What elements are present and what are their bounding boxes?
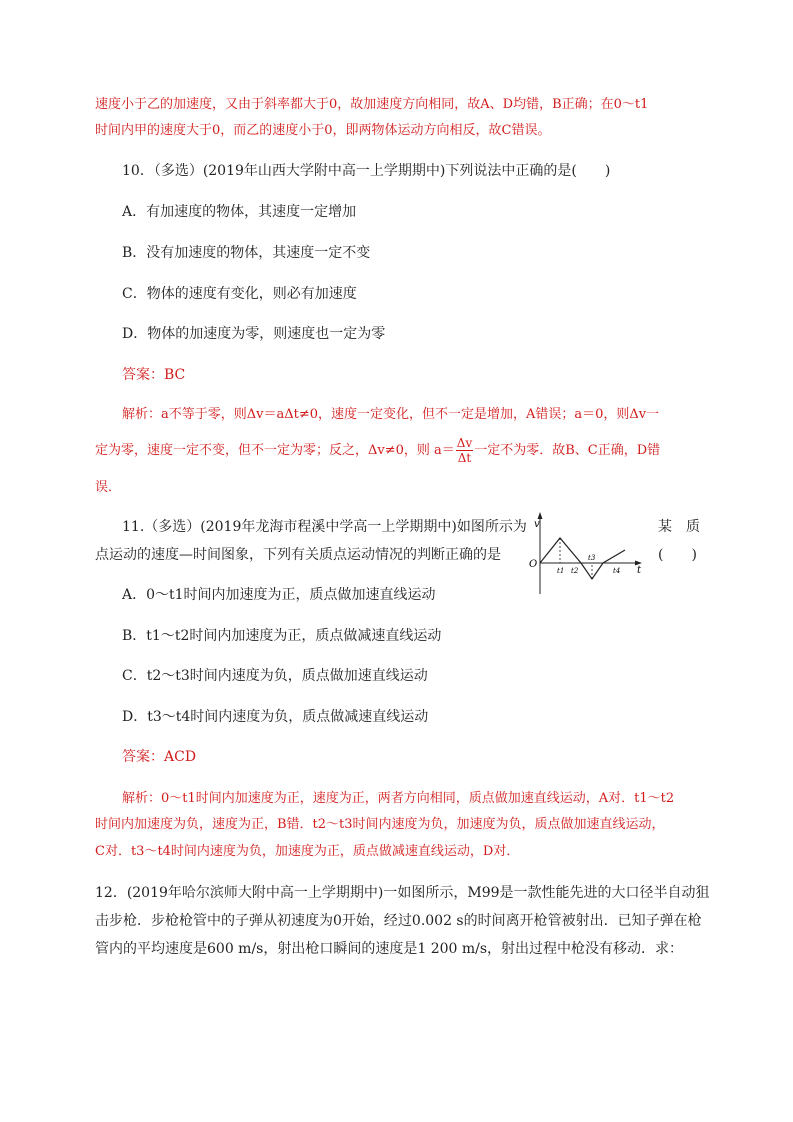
t3-label: t3 [588,554,596,562]
q11-stem-line-2: 点运动的速度—时间图象，下列有关质点运动情况的判断正确的是 [95,547,501,563]
origin-label: O [529,559,538,570]
delta-fraction [456,436,473,465]
t-label: t [637,565,642,576]
q11-answer: 答案：ACD [122,749,197,765]
q11-option-a: A．0～t1时间内加速度为正，质点做加速直线运动 [122,587,436,603]
q11-stem-line-2-right: ( ) [658,547,697,563]
q10-stem: 10．（多选）(2019年山西大学附中高一上学期期中)下列说法中正确的是( ) [122,163,611,179]
t2-label: t2 [571,567,579,575]
v-label: v [534,519,540,530]
q10-answer: 答案：BC [122,367,186,383]
q10-option-b: B．没有加速度的物体，其速度一定不变 [122,245,371,261]
q10-option-a: A．有加速度的物体，其速度一定增加 [122,204,357,220]
q10-explanation-line-3: 误． [95,480,122,495]
q10-explanation-line-2 [95,436,660,466]
q11-explanation-line-3: C对．t3～t4时间内速度为负，加速度为正，质点做减速直线运动，D对． [95,844,520,859]
q11-stem-line-1-right: 某 质 [658,519,700,535]
q10-explanation-text-a: 定为零，速度一定不变，但不一定为零；反之，Δv≠0，则 a＝ [95,443,455,458]
q10-explanation-text-b: 一定不为零．故B、C正确，D错 [474,443,661,458]
fraction-denominator: Δt [457,451,472,465]
q10-option-c: C．物体的速度有变化，则必有加速度 [122,286,357,302]
t4-label: t4 [613,567,621,575]
q12-line-2: 击步枪．步枪枪管中的子弹从初速度为0开始，经过0.002 s的时间离开枪管被射出．已知子弹在枪 [95,913,702,929]
q12-line-3: 管内的平均速度是600 m/s，射出枪口瞬间的速度是1 200 m/s，射出过程中枪没有移动．求： [95,941,684,957]
q12-line-1: 12．(2019年哈尔滨师大附中高一上学期期中)一如图所示，M99是一款性能先进的大口径半自动狙 [95,885,710,901]
t1-label: t1 [557,567,565,575]
q11-explanation-line-2: 时间内加速度为负，速度为正，B错．t2～t3时间内速度为负，加速度为负，质点做加速直线运动， [95,817,665,832]
q11-stem-line-1: 11.（多选）(2019年龙海市程溪中学高一上学期期中)如图所示为 [122,519,527,535]
prev-explanation-line-2: 时间内甲的速度大于0，而乙的速度小于0，即两物体运动方向相反，故C错误。 [95,123,551,138]
prev-explanation-line-1: 速度小于乙的加速度，又由于斜率都大于0，故加速度方向相同，故A、D均错，B正确；在0～t1 [95,97,649,112]
q11-option-b: B．t1～t2时间内加速度为正，质点做减速直线运动 [122,628,442,644]
q11-option-c: C．t2～t3时间内速度为负，质点做加速直线运动 [122,668,428,684]
v-axis-arrow [538,512,543,519]
q10-explanation-line-1: 解析：a不等于零，则Δv＝aΔt≠0，速度一定变化，但不一定是增加，A错误；a＝0，则Δv一 [122,407,660,422]
q10-option-d: D．物体的加速度为零，则速度也一定为零 [122,326,386,342]
fraction-numerator: Δv [456,436,473,450]
q11-option-d: D．t3～t4时间内速度为负，质点做减速直线运动 [122,709,429,725]
velocity-time-graph [528,510,648,596]
q11-explanation-line-1: 解析：0～t1时间内加速度为正，速度为正，两者方向相同，质点做加速直线运动，A对．t1～t2 [122,791,675,806]
